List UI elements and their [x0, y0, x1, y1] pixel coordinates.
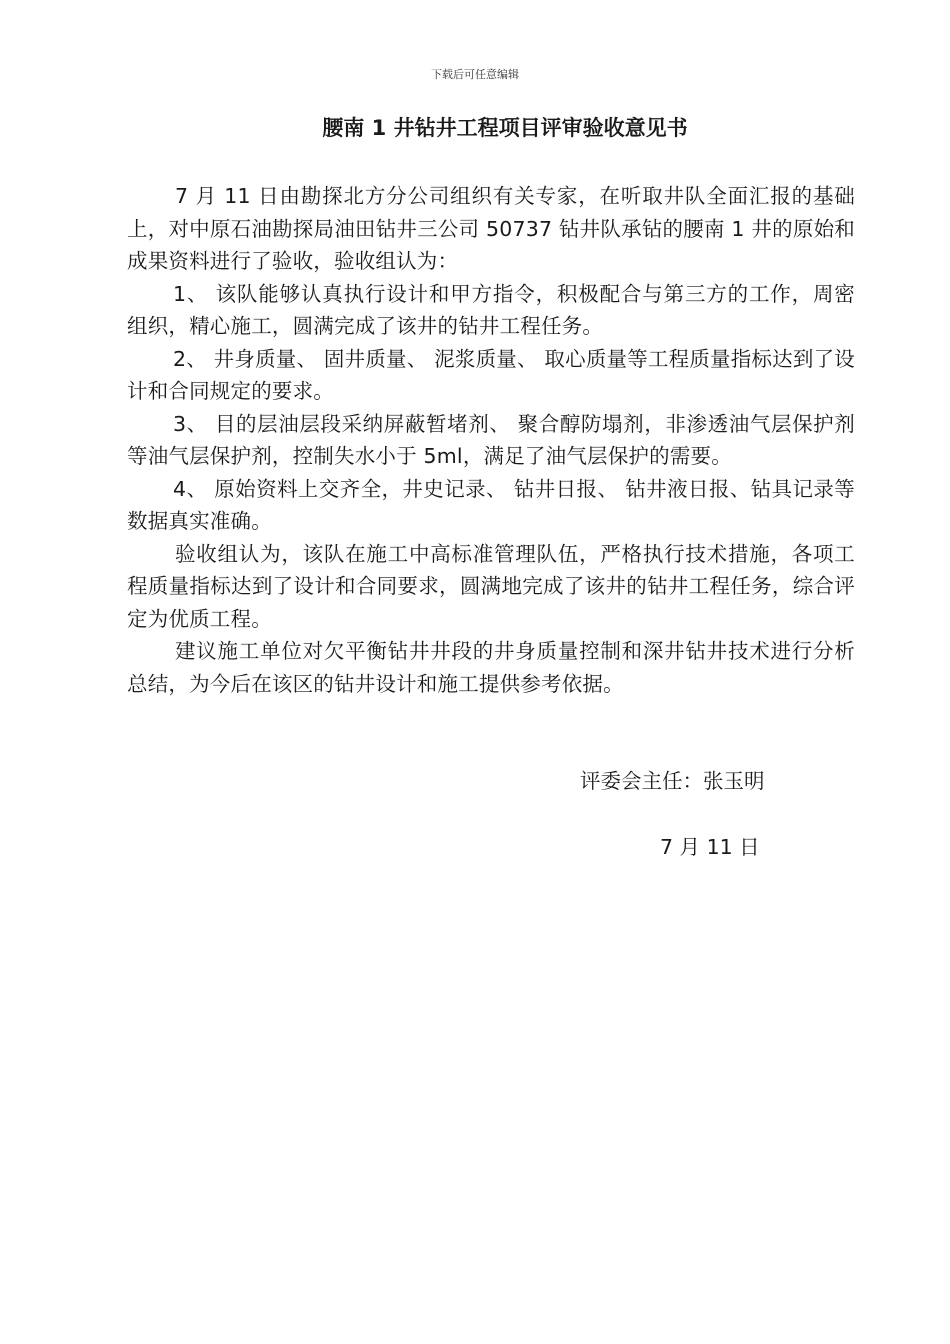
suggestion-paragraph: 建议施工单位对欠平衡钻井井段的井身质量控制和深井钻井技术进行分析总结，为今后在该区的钻井设计和施工提供参考依据。	[127, 639, 855, 696]
list-item-2: 2、 井身质量、 固井质量、 泥浆质量、 取心质量等工程质量指标达到了设计和合同规定的要求。	[127, 346, 855, 403]
conclusion-paragraph: 验收组认为，该队在施工中高标准管理队伍，严格执行技术措施，各项工程质量指标达到了设计和合同要求，圆满地完成了该井的钻井工程任务，综合评定为优质工程。	[127, 541, 855, 631]
signature-line: 评委会主任：张玉明	[580, 769, 765, 793]
document-body	[127, 180, 855, 700]
list-item-1: 1、 该队能够认真执行设计和甲方指令，积极配合与第三方的工作，周密组织，精心施工，圆满完成了该井的钻井工程任务。	[127, 281, 855, 338]
intro-paragraph: 7 月 11 日由勘探北方分公司组织有关专家，在听取井队全面汇报的基础上，对中原石油勘探局油田钻井三公司 50737 钻井队承钻的腰南 1 井的原始和成果资料进行了验收，验收组认为：	[127, 184, 855, 273]
document-title: 腰南 1 井钻井工程项目评审验收意见书	[322, 116, 688, 140]
header-note: 下载后可任意编辑	[431, 68, 519, 81]
signature-date: 7 月 11 日	[660, 835, 760, 859]
list-item-3: 3、 目的层油层段采纳屏蔽暂堵剂、 聚合醇防塌剂，非渗透油气层保护剂等油气层保护剂，控制失水小于 5ml，满足了油气层保护的需要。	[127, 411, 855, 468]
list-item-4: 4、 原始资料上交齐全，井史记录、 钻井日报、 钻井液日报、钻具记录等数据真实准确。	[127, 476, 855, 533]
